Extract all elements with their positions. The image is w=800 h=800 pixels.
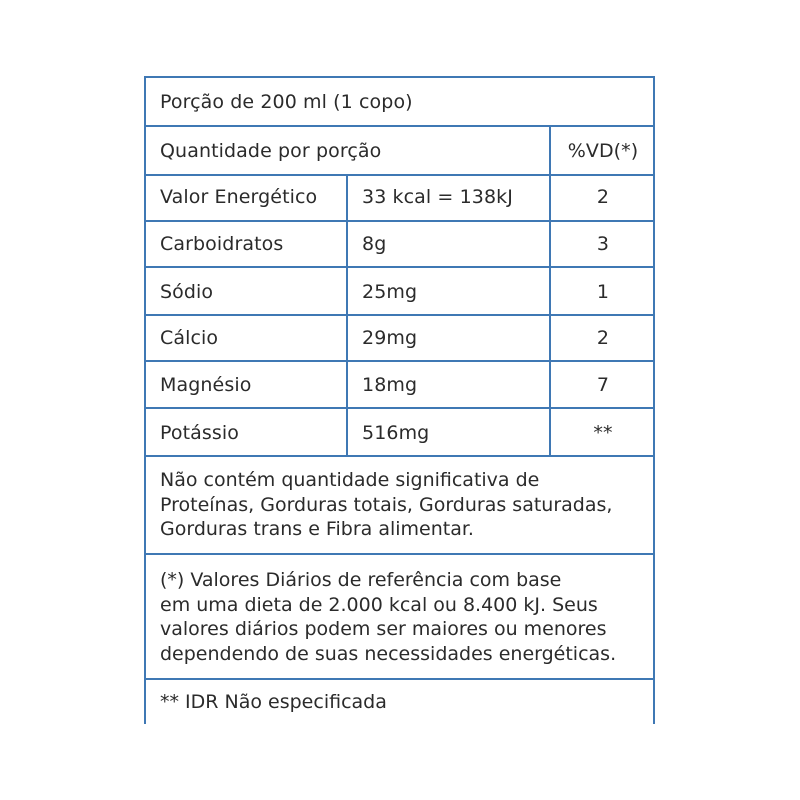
nutrient-name: Valor Energético — [160, 186, 318, 208]
vd-header: %VD(*) — [567, 140, 639, 162]
nutrient-vd: 2 — [596, 186, 610, 208]
row-divider — [146, 125, 653, 127]
nutrient-name: Cálcio — [160, 327, 219, 349]
row-divider — [146, 553, 653, 555]
row-divider — [146, 220, 653, 222]
nutrient-amount: 33 kcal = 138kJ — [362, 186, 513, 208]
quantity-header: Quantidade por porção — [160, 140, 382, 162]
not-significant-note: Não contém quantidade significativa de Proteínas, Gorduras totais, Gorduras saturadas, Gorduras trans e Fibra alimentar. — [160, 469, 613, 540]
nutrient-vd: 2 — [596, 327, 610, 349]
row-divider — [146, 407, 653, 409]
vd-reference-note: (*) Valores Diários de referência com base em uma dieta de 2.000 kcal ou 8.400 kJ. Seus valores diários podem ser maiores ou menores dependendo de suas necessidades energéticas. — [160, 569, 617, 665]
nutrient-vd: 1 — [596, 281, 610, 303]
nutrition-table — [144, 76, 655, 724]
row-divider — [146, 360, 653, 362]
nutrient-vd: 7 — [596, 374, 610, 396]
idr-note: ** IDR Não especificada — [160, 691, 387, 713]
nutrient-name: Magnésio — [160, 374, 252, 396]
row-divider — [146, 455, 653, 457]
portion-label: Porção de 200 ml (1 copo) — [160, 91, 413, 113]
row-divider — [146, 174, 653, 176]
column-divider — [346, 174, 348, 455]
nutrient-amount: 8g — [362, 233, 387, 255]
row-divider — [146, 266, 653, 268]
row-divider — [146, 678, 653, 680]
nutrient-vd: ** — [593, 422, 613, 444]
nutrient-amount: 18mg — [362, 374, 418, 396]
nutrient-name: Sódio — [160, 281, 214, 303]
nutrient-amount: 25mg — [362, 281, 418, 303]
nutrient-name: Potássio — [160, 422, 239, 444]
nutrient-amount: 516mg — [362, 422, 430, 444]
nutrient-amount: 29mg — [362, 327, 418, 349]
nutrient-vd: 3 — [596, 233, 610, 255]
row-divider — [146, 314, 653, 316]
nutrient-name: Carboidratos — [160, 233, 284, 255]
